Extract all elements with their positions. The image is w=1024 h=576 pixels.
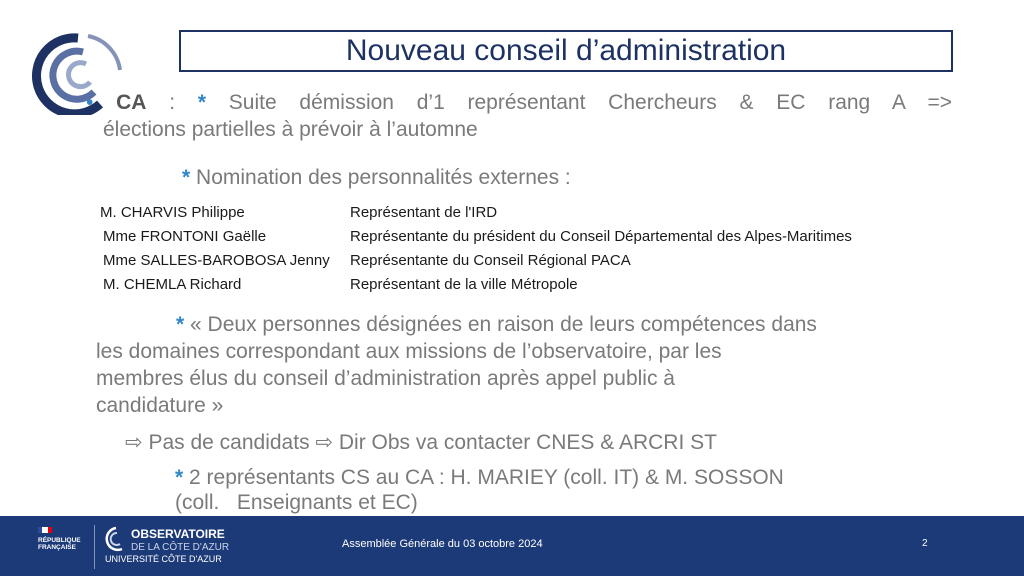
oca-footer-name: OBSERVATOIRE: [131, 527, 225, 541]
page-title: [179, 30, 953, 72]
nomination-text: Nomination des personnalités externes :: [196, 166, 571, 189]
uca-footer-name: UNIVERSITÉ CÔTE D'AZUR: [105, 554, 222, 564]
cs-line1-text: 2 représentants CS au CA : H. MARIEY (coll. IT) & M. SOSSON: [189, 466, 784, 489]
ca-separator: :: [169, 91, 176, 114]
star-marker: *: [176, 313, 185, 336]
quote-line4: candidature »: [96, 394, 224, 417]
person-role: Représentante du Conseil Régional PACA: [350, 252, 631, 269]
externals-table: [0, 202, 1024, 298]
ca-paragraph-line1: [86, 90, 952, 115]
ca-label: CA: [116, 91, 147, 114]
rf-line2: FRANÇAISE: [38, 544, 76, 551]
ca-line1-text: Suite démission d’1 représentant Chercheurs & EC rang A =>: [228, 91, 952, 114]
rf-line1: RÉPUBLIQUE: [38, 537, 81, 544]
star-marker: *: [197, 91, 207, 114]
table-row: [0, 202, 1024, 224]
arrow-right-icon: ⇨: [315, 431, 334, 454]
person-name: Mme FRONTONI Gaëlle: [103, 228, 267, 245]
person-name: M. CHARVIS Philippe: [100, 204, 245, 221]
oca-footer-logo-icon: [101, 525, 129, 553]
page-title-text: Nouveau conseil d’administration: [345, 34, 787, 67]
table-row: [0, 250, 1024, 272]
quote-line2: les domaines correspondant aux missions de l’observatoire, par les: [96, 340, 722, 363]
republique-francaise-logo: [38, 537, 81, 551]
candidates-text1: Pas de candidats: [148, 431, 310, 454]
star-marker: *: [182, 166, 191, 189]
quote-line3: membres élus du conseil d’administration après appel public à: [96, 367, 675, 390]
cs-line1: [175, 465, 905, 490]
ca-paragraph-line2: élections partielles à prévoir à l’automne: [103, 118, 478, 141]
nomination-heading: [182, 165, 571, 191]
person-role: Représentante du président du Conseil Départemental des Alpes-Maritimes: [350, 228, 852, 245]
person-role: Représentant de l'IRD: [350, 204, 498, 221]
candidates-text2: Dir Obs va contacter CNES & ARCRI ST: [338, 431, 717, 454]
quote-line1: [96, 311, 956, 338]
quote-line1-text: « Deux personnes désignées en raison de leurs compétences dans: [190, 313, 817, 336]
oca-footer-subtitle: DE LA CÔTE D'AZUR: [131, 542, 230, 553]
cs-line2: (coll. Enseignants et EC): [175, 491, 418, 514]
marianne-flag-icon: [38, 527, 52, 533]
star-marker: *: [175, 466, 184, 489]
cs-paragraph: [175, 465, 905, 515]
footer-divider: [94, 525, 95, 569]
table-row: [0, 274, 1024, 296]
bullet: •: [86, 91, 94, 114]
table-row: [0, 226, 1024, 248]
candidates-line: [125, 430, 717, 456]
page-number: 2: [922, 538, 928, 549]
person-name: Mme SALLES-BAROBOSA Jenny: [103, 252, 330, 269]
quote-paragraph: [96, 311, 956, 419]
arrow-right-icon: ⇨: [125, 431, 143, 454]
footer-event-text: Assemblée Générale du 03 octobre 2024: [342, 538, 543, 550]
person-role: Représentant de la ville Métropole: [350, 276, 578, 293]
person-name: M. CHEMLA Richard: [103, 276, 242, 293]
